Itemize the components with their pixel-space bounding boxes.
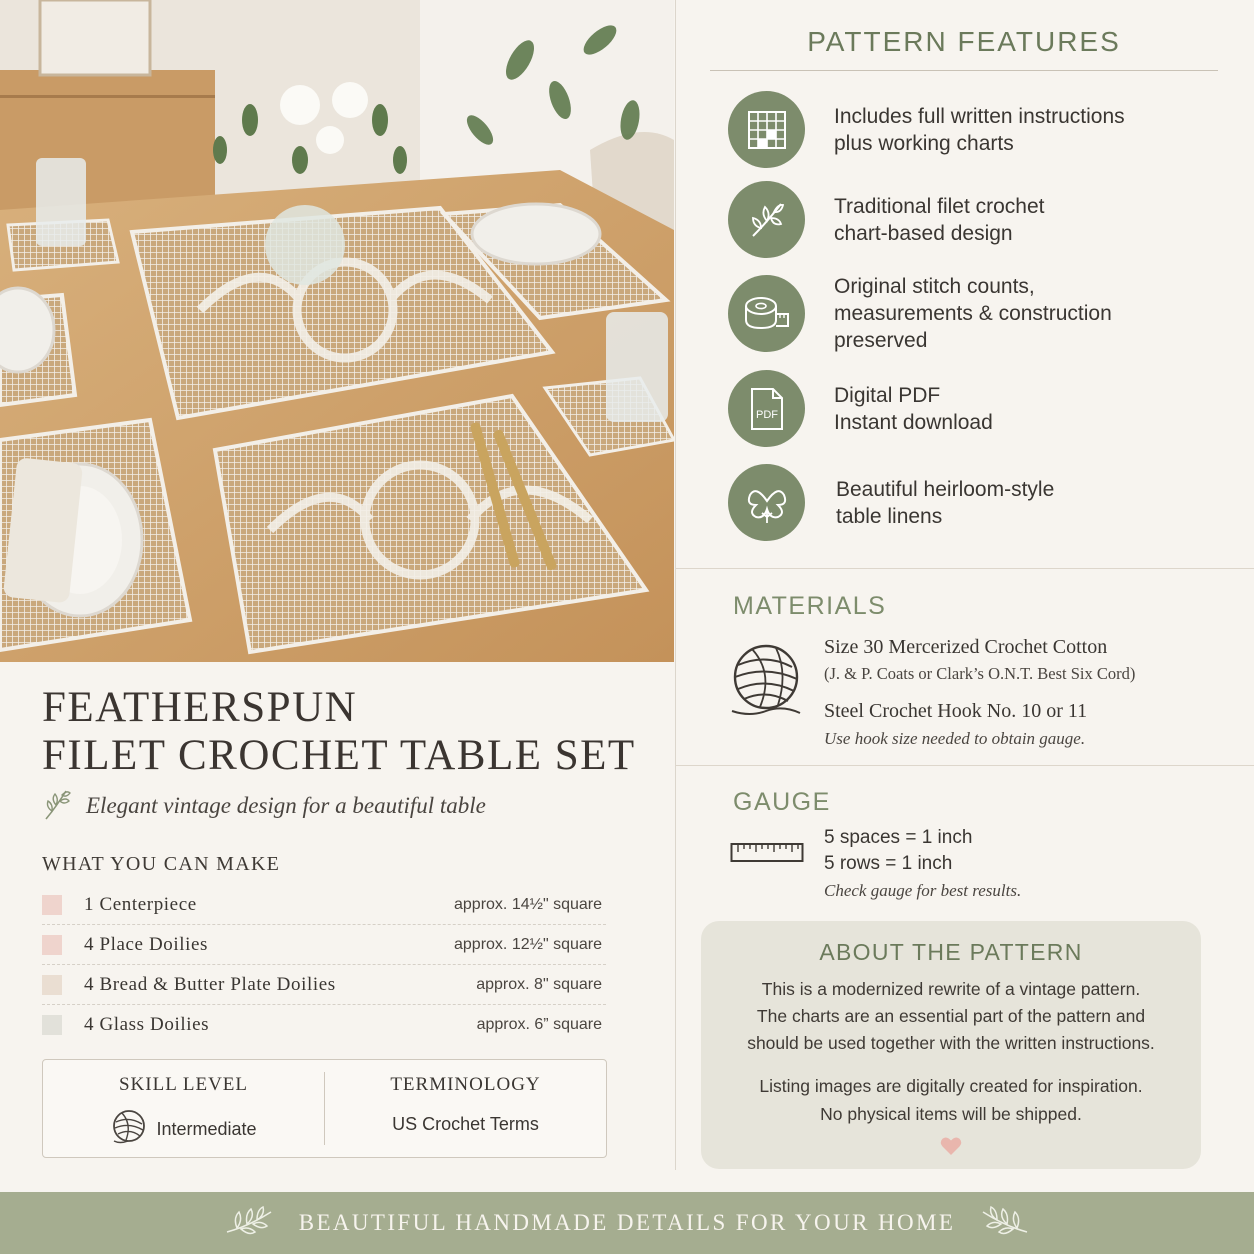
item-size: approx. 12½" square <box>454 935 602 953</box>
feature-line: Digital PDF <box>834 383 941 407</box>
footer-text: BEAUTIFUL HANDMADE DETAILS FOR YOUR HOME <box>298 1210 956 1235</box>
heart-icon <box>701 1136 1201 1156</box>
about-heading: ABOUT THE PATTERN <box>819 939 1083 965</box>
feature-line: table linens <box>836 504 943 528</box>
feature-text <box>834 103 1125 157</box>
color-swatch <box>42 895 62 915</box>
feature-line: measurements & construction <box>834 302 1112 325</box>
svg-text:PDF: PDF <box>755 408 778 421</box>
divider <box>676 765 1254 766</box>
hook-note: Use hook size needed to obtain gauge. <box>824 729 1086 748</box>
about-line: No physical items will be shipped. <box>820 1104 1082 1124</box>
item-label: 4 Glass Doilies <box>84 1014 210 1035</box>
gauge-note: Check gauge for best results. <box>824 881 1022 900</box>
make-list <box>42 885 606 1045</box>
item-size: approx. 8" square <box>476 975 602 993</box>
list-item <box>42 885 606 925</box>
footer-banner <box>0 1192 1254 1254</box>
gauge-spaces: 5 spaces = 1 inch <box>824 827 973 848</box>
item-label: 4 Bread & Butter Plate Doilies <box>84 973 336 995</box>
title-line-2: FILET CROCHET TABLE SET <box>42 732 636 779</box>
hook-name: Steel Crochet Hook No. 10 or 11 <box>824 700 1088 722</box>
feature-line: Traditional filet crochet <box>834 194 1045 218</box>
about-line: The charts are an essential part of the pattern and <box>756 1006 1146 1026</box>
leaf-sprig-icon <box>981 1204 1029 1243</box>
feature-text <box>836 476 1054 530</box>
page-title <box>42 684 662 780</box>
color-swatch <box>42 935 62 955</box>
materials-list <box>824 634 1244 752</box>
gauge-info <box>824 825 1021 905</box>
feature-text <box>834 193 1044 247</box>
table-setting-illustration <box>0 0 674 662</box>
feature-item <box>728 370 993 447</box>
what-you-can-make-heading: WHAT YOU CAN MAKE <box>42 853 281 875</box>
chart-grid-icon <box>728 91 805 168</box>
feature-item <box>728 464 1054 541</box>
feature-item <box>728 181 1044 258</box>
divider <box>710 70 1218 71</box>
ruler-icon <box>730 840 804 869</box>
leaf-branch-icon <box>728 181 805 258</box>
cotton-flower-icon <box>728 464 805 541</box>
tagline <box>42 788 486 824</box>
pdf-file-icon <box>728 370 805 447</box>
item-label: 4 Place Doilies <box>84 933 209 955</box>
thread-note: (J. & P. Coats or Clark’s O.N.T. Best Six Cord) <box>824 664 1136 683</box>
item-label: 1 Centerpiece <box>84 893 197 915</box>
product-photo <box>0 0 674 662</box>
skill-level-heading: SKILL LEVEL <box>118 1074 249 1095</box>
divider <box>675 0 676 1170</box>
feature-line: Original stitch counts, <box>834 275 1035 298</box>
feature-text <box>834 382 993 436</box>
skill-terminology-box <box>42 1059 607 1158</box>
skill-level <box>43 1060 324 1157</box>
color-swatch <box>42 975 62 995</box>
gauge-rows: 5 rows = 1 inch <box>824 853 953 874</box>
about-paragraph-1 <box>701 976 1201 1057</box>
feature-line: Includes full written instructions <box>834 104 1125 128</box>
skill-level-value: Intermediate <box>156 1119 257 1139</box>
divider <box>676 568 1254 569</box>
leaf-sprig-icon <box>42 787 72 826</box>
list-item <box>42 965 606 1005</box>
pattern-features-heading: PATTERN FEATURES <box>807 26 1121 57</box>
feature-line: Beautiful heirloom-style <box>836 477 1055 501</box>
color-swatch <box>42 1015 62 1035</box>
materials-heading: MATERIALS <box>733 592 887 620</box>
thread-ball-icon <box>730 643 802 724</box>
feature-line: chart-based design <box>834 221 1013 245</box>
feature-line: plus working charts <box>834 131 1014 155</box>
about-line: This is a modernized rewrite of a vintage pattern. <box>761 979 1141 999</box>
terminology-heading: TERMINOLOGY <box>390 1074 541 1095</box>
feature-line: Instant download <box>834 410 993 434</box>
list-item <box>42 1005 606 1045</box>
measuring-tape-icon <box>728 275 805 352</box>
list-item <box>42 925 606 965</box>
feature-item <box>728 273 1112 354</box>
title-line-1: FEATHERSPUN <box>42 684 358 731</box>
feature-text <box>834 273 1112 354</box>
yarn-ball-icon <box>110 1108 148 1151</box>
tagline-text: Elegant vintage design for a beautiful table <box>86 793 486 818</box>
feature-item <box>728 91 1125 168</box>
about-pattern-card <box>701 921 1201 1169</box>
feature-line: preserved <box>834 329 928 352</box>
gauge-heading: GAUGE <box>733 788 831 816</box>
about-paragraph-2 <box>701 1072 1201 1128</box>
item-size: approx. 14½" square <box>454 895 602 913</box>
terminology-value: US Crochet Terms <box>392 1114 539 1134</box>
terminology <box>325 1060 606 1157</box>
about-line: should be used together with the written instructions. <box>747 1033 1155 1053</box>
item-size: approx. 6” square <box>476 1016 602 1033</box>
thread-name: Size 30 Mercerized Crochet Cotton <box>824 636 1108 658</box>
about-line: Listing images are digitally created for inspiration. <box>759 1076 1143 1096</box>
leaf-sprig-icon <box>225 1204 273 1243</box>
